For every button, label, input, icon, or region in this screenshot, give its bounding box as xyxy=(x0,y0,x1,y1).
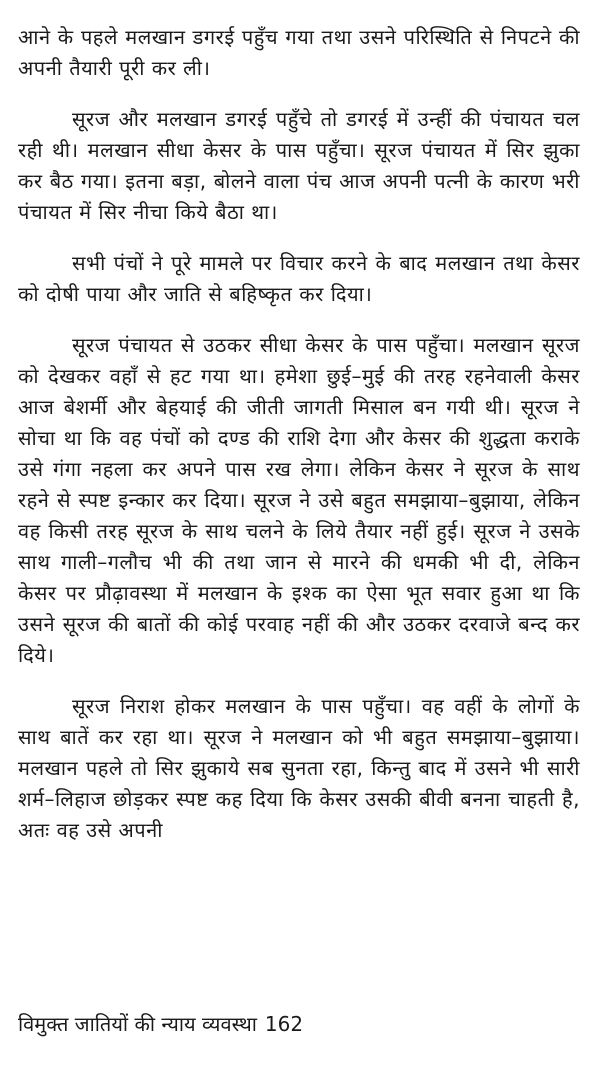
page-number: 162 xyxy=(264,1012,304,1036)
footer-book-title: विमुक्त जातियों की न्याय व्यवस्था xyxy=(18,1012,257,1036)
paragraph-4: सूरज पंचायत से उठकर सीधा केसर के पास पहुँचा। मलखान सूरज को देखकर वहाँ से हट गया था। हमेशा छुई–मुई की तरह रहनेवाली केसर आज बेशर्मी और बेहयाई की जीती जागती मिसाल बन गयी थी। सूरज ने सोचा था कि वह पंचों को दण्ड की राशि देगा और केसर की शुद्धता कराके उसे गंगा नहला कर अपने पास रख लेगा। लेकिन केसर ने सूरज के साथ रहने से स्पष्ट इन्कार कर दिया। सूरज ने उसे बहुत समझाया–बुझाया, लेकिन वह किसी तरह सूरज के साथ चलने के लिये तैयार नहीं हुई। सूरज ने उसके साथ गाली–गलौच भी की तथा जान से मारने की धमकी भी दी, लेकिन केसर पर प्रौढ़ावस्था में मलखान के इश्क का ऐसा भूत सवार हुआ था कि उसने सूरज की बातों की कोई परवाह नहीं की और उठकर दरवाजे बन्द कर दिये। xyxy=(18,333,580,667)
paragraph-2: सूरज और मलखान डगरई पहुँचे तो डगरई में उन्हीं की पंचायत चल रही थी। मलखान सीधा केसर के पास पहुँचा। सूरज पंचायत में सिर झुका कर बैठ गया। इतना बड़ा, बोलने वाला पंच आज अपनी पत्नी के कारण भरी पंचायत में सिर नीचा किये बैठा था। xyxy=(18,107,580,224)
page-footer xyxy=(18,1010,303,1037)
paragraph-5: सूरज निराश होकर मलखान के पास पहुँचा। वह वहीं के लोगों के साथ बातें कर रहा था। सूरज ने मलखान को भी बहुत समझाया–बुझाया। मलखान पहले तो सिर झुकाये सब सुनता रहा, किन्तु बाद में उसने भी सारी शर्म–लिहाज छोड़कर स्पष्ट कह दिया कि केसर उसकी बीवी बनना चाहती है, अतः वह उसे अपनी xyxy=(18,694,580,842)
paragraph-1: आने के पहले मलखान डगरई पहुँच गया तथा उसने परिस्थिति से निपटने की अपनी तैयारी पूरी कर ली। xyxy=(18,25,580,80)
paragraph-3: सभी पंचों ने पूरे मामले पर विचार करने के बाद मलखान तथा केसर को दोषी पाया और जाति से बहिष्कृत कर दिया। xyxy=(18,251,580,306)
page-body xyxy=(18,22,580,866)
